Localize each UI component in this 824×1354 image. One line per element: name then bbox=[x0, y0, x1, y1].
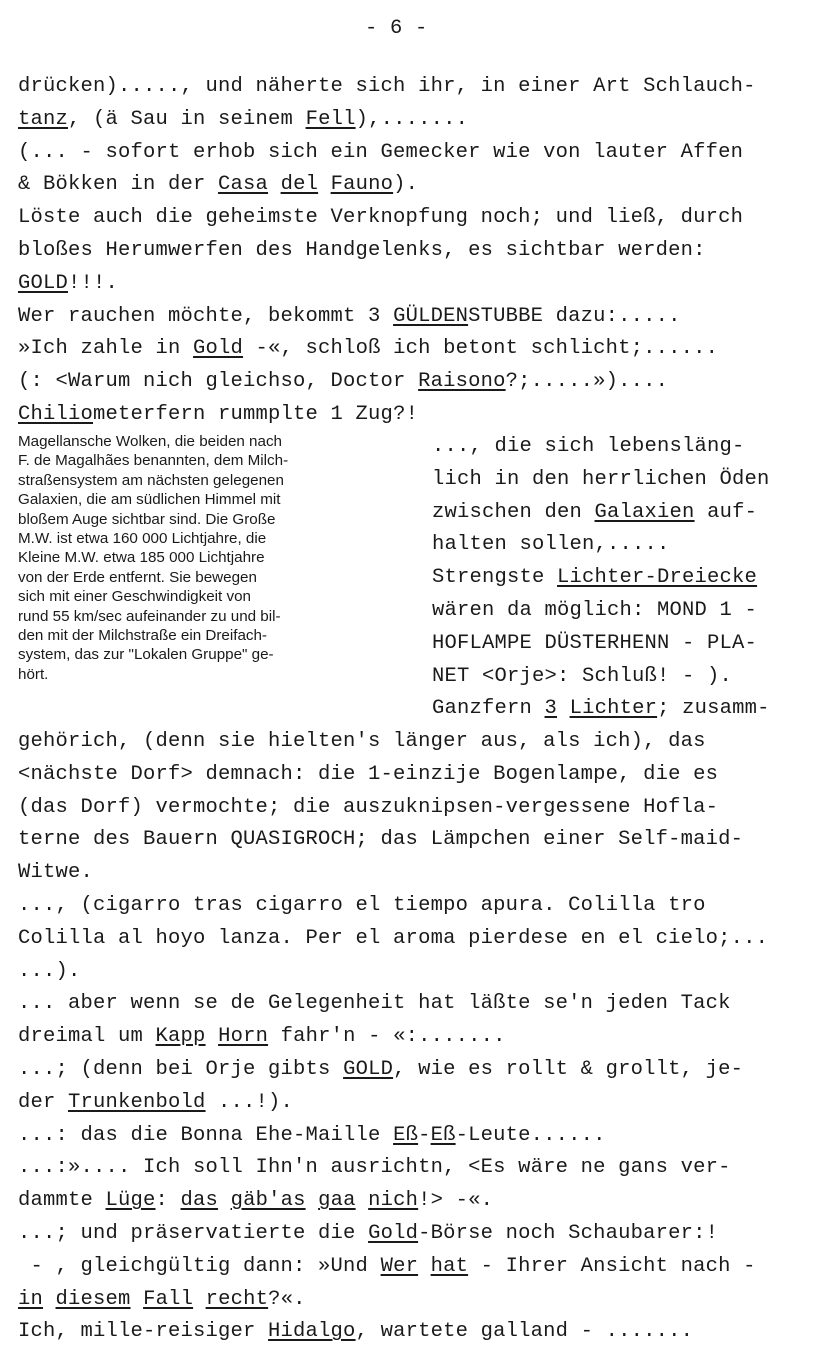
text-line bbox=[18, 856, 93, 889]
underlined-text: gäb'as bbox=[230, 1189, 306, 1213]
text-segment: -Börse noch Schaubarer:! bbox=[418, 1222, 719, 1245]
underlined-text: Casa bbox=[218, 173, 269, 197]
text-line bbox=[432, 430, 745, 463]
text-segment: meterfern rummplte 1 Zug?! bbox=[93, 403, 419, 426]
text-segment: , (ä Sau in seinem bbox=[68, 107, 306, 131]
footnote-line: M.W. ist etwa 160 000 Lichtjahre, die bbox=[18, 529, 267, 547]
text-line bbox=[432, 660, 732, 693]
footnote-magellanic-clouds bbox=[18, 432, 423, 684]
footnote-line: hört. bbox=[18, 665, 49, 683]
footnote-line: F. de Magalhães benannten, dem Milch- bbox=[18, 452, 289, 470]
text-line bbox=[18, 758, 718, 791]
text-segment: -«, schloß ich betont schlicht;...... bbox=[243, 337, 719, 361]
text-segment: auf- bbox=[694, 500, 758, 524]
text-line bbox=[432, 496, 757, 529]
underlined-text: Hidalgo bbox=[268, 1320, 356, 1344]
underlined-text: GOLD bbox=[18, 271, 69, 295]
text-segment: wären da möglich: MOND 1 - bbox=[432, 599, 758, 622]
underlined-text: Galaxien bbox=[594, 500, 695, 524]
text-segment: Witwe. bbox=[18, 861, 94, 885]
text-line bbox=[18, 725, 706, 758]
text-line bbox=[18, 922, 768, 955]
text-line bbox=[432, 528, 670, 561]
underlined-text: Wer bbox=[380, 1254, 419, 1278]
text-segment: (das Dorf) vermochte; die auszuknipsen-vergessene Hofla- bbox=[18, 795, 719, 819]
underlined-text: del bbox=[280, 173, 319, 197]
footnote-line: straßensystem am nächsten gelegenen bbox=[18, 471, 284, 489]
footnote-line: den mit der Milchstraße ein Dreifach- bbox=[18, 626, 267, 644]
text-line bbox=[18, 1119, 606, 1152]
text-line bbox=[18, 103, 468, 136]
text-segment: dammte bbox=[18, 1189, 106, 1213]
text-segment bbox=[306, 1189, 319, 1212]
underlined-text: GÜLDEN bbox=[393, 304, 469, 328]
underlined-text: gaa bbox=[318, 1189, 356, 1213]
text-segment: & Bökken in der bbox=[18, 173, 219, 197]
text-line bbox=[18, 1217, 718, 1250]
text-line bbox=[18, 1086, 293, 1119]
text-line bbox=[18, 1315, 693, 1348]
text-segment: , wartete galland - ....... bbox=[355, 1320, 694, 1344]
text-line bbox=[432, 627, 757, 660]
text-line bbox=[432, 561, 757, 594]
text-line bbox=[18, 1250, 756, 1283]
underlined-text: Lichter-Dreiecke bbox=[557, 566, 758, 590]
text-segment: drücken)....., und näherte sich ihr, in einer Art Schlauch- bbox=[18, 75, 756, 98]
text-segment: ?«. bbox=[268, 1287, 306, 1311]
text-segment: ... aber wenn se de Gelegenheit hat läßte se'n jeden Tack bbox=[18, 992, 731, 1016]
text-segment: - Ihrer Ansicht nach - bbox=[468, 1254, 756, 1278]
underlined-text: in bbox=[18, 1287, 44, 1311]
text-segment: ; zusamm- bbox=[657, 697, 770, 721]
footnote-line: bloßem Auge sichtbar sind. Die Große bbox=[18, 510, 276, 528]
text-segment: - bbox=[418, 1123, 431, 1147]
text-segment: ...; und präservatierte die bbox=[18, 1222, 369, 1245]
text-line bbox=[18, 1184, 493, 1217]
text-line bbox=[18, 201, 743, 234]
text-segment bbox=[218, 1189, 231, 1212]
text-segment: »Ich zahle in bbox=[18, 337, 194, 361]
text-segment: ...; (denn bei Orje gibts bbox=[18, 1058, 344, 1081]
text-segment: Colilla al hoyo lanza. Per el aroma pierdese en el cielo;... bbox=[18, 926, 769, 950]
underlined-text: Chilio bbox=[18, 403, 94, 426]
text-segment: ?;.....»).... bbox=[505, 370, 669, 394]
text-segment: -Leute...... bbox=[455, 1123, 606, 1147]
footnote-line: rund 55 km/sec aufeinander zu und bil- bbox=[18, 607, 281, 625]
text-line bbox=[18, 300, 681, 333]
text-segment: ...: das die Bonna Ehe-Maille bbox=[18, 1123, 394, 1147]
text-line bbox=[18, 889, 706, 922]
text-line bbox=[18, 791, 718, 824]
underlined-text: 3 bbox=[544, 697, 558, 721]
text-segment: lich in den herrlichen Öden bbox=[432, 467, 770, 491]
underlined-text: diesem bbox=[55, 1287, 131, 1311]
underlined-text: hat bbox=[430, 1254, 469, 1278]
text-line bbox=[18, 332, 718, 365]
underlined-text: Lüge bbox=[105, 1189, 156, 1213]
text-line bbox=[432, 594, 757, 627]
text-line bbox=[18, 234, 706, 267]
underlined-text: Gold bbox=[368, 1222, 419, 1245]
text-line bbox=[18, 1053, 743, 1086]
text-line bbox=[18, 267, 118, 300]
underlined-text: recht bbox=[205, 1287, 269, 1311]
underlined-text: das bbox=[180, 1189, 219, 1213]
text-segment: HOFLAMPE DÜSTERHENN - PLA- bbox=[432, 631, 758, 655]
text-segment: ...!). bbox=[205, 1090, 294, 1114]
text-segment: terne des Bauern QUASIGROCH; das Lämpchen einer Self-maid- bbox=[18, 828, 744, 852]
text-line bbox=[18, 987, 731, 1020]
text-segment: ),....... bbox=[355, 107, 469, 131]
text-line bbox=[18, 168, 418, 201]
text-segment: Wer rauchen möchte, bekommt 3 bbox=[18, 304, 394, 328]
text-line bbox=[18, 1283, 306, 1316]
footnote-line: Kleine M.W. etwa 185 000 Lichtjahre bbox=[18, 549, 265, 567]
text-segment: - , gleichgültig dann: »Und bbox=[18, 1254, 381, 1278]
footnote-line: Magellansche Wolken, die beiden nach bbox=[18, 433, 282, 450]
underlined-text: Eß bbox=[393, 1123, 419, 1147]
underlined-text: Gold bbox=[193, 337, 244, 361]
footnote-line: von der Erde entfernt. Sie bewegen bbox=[18, 568, 257, 586]
text-segment: Ich, mille-reisiger bbox=[18, 1320, 269, 1344]
text-segment bbox=[206, 1025, 219, 1048]
text-segment: Ganzfern bbox=[432, 697, 545, 721]
footnote-line: sich mit einer Geschwindigkeit von bbox=[18, 588, 251, 606]
text-segment: ...). bbox=[18, 959, 81, 983]
text-segment bbox=[356, 1189, 369, 1212]
underlined-text: Horn bbox=[218, 1025, 269, 1049]
text-line bbox=[18, 398, 418, 431]
text-line bbox=[18, 136, 743, 169]
underlined-text: GOLD bbox=[343, 1058, 394, 1081]
text-segment: Strengste bbox=[432, 566, 558, 590]
text-segment: ..., die sich lebensläng- bbox=[432, 435, 745, 458]
text-segment: , wie es rollt & grollt, je- bbox=[393, 1058, 744, 1081]
text-line bbox=[18, 365, 668, 398]
text-segment: bloßes Herumwerfen des Handgelenks, es sichtbar werden: bbox=[18, 239, 706, 262]
footnote-line: Galaxien, die am südlichen Himmel mit bbox=[18, 491, 281, 509]
text-segment: gehörich, (denn sie hielten's länger aus, als ich), das bbox=[18, 730, 706, 753]
text-line bbox=[432, 692, 770, 725]
text-segment bbox=[131, 1288, 144, 1311]
text-segment: (: <Warum nich gleichso, Doctor bbox=[18, 370, 419, 394]
text-segment: <nächste Dorf> demnach: die 1-einzije Bogenlampe, die es bbox=[18, 762, 719, 786]
underlined-text: tanz bbox=[18, 107, 69, 131]
text-segment: (... - sofort erhob sich ein Gemecker wie von lauter Affen bbox=[18, 140, 744, 164]
text-segment bbox=[318, 173, 331, 196]
text-segment: ). bbox=[393, 173, 419, 197]
text-line bbox=[18, 955, 81, 988]
text-segment: ..., (cigarro tras cigarro el tiempo apura. Colilla tro bbox=[18, 894, 706, 917]
footnote-line: system, das zur "Lokalen Gruppe" ge- bbox=[18, 646, 274, 664]
text-segment: : bbox=[155, 1189, 181, 1213]
text-line bbox=[18, 1020, 506, 1053]
text-segment bbox=[557, 697, 570, 720]
text-segment: ...:».... Ich soll Ihn'n ausrichtn, <Es wäre ne gans ver- bbox=[18, 1156, 731, 1180]
page-number: - 6 - bbox=[365, 17, 428, 40]
text-segment bbox=[418, 1255, 431, 1278]
text-segment: !!!. bbox=[68, 271, 119, 295]
text-segment: fahr'n - «:....... bbox=[268, 1025, 506, 1049]
text-segment: NET <Orje>: Schluß! - ). bbox=[432, 664, 733, 688]
underlined-text: Fauno bbox=[330, 173, 394, 197]
text-segment: dreimal um bbox=[18, 1025, 156, 1049]
text-segment: !> -«. bbox=[418, 1189, 494, 1213]
text-line bbox=[432, 463, 770, 496]
text-segment bbox=[193, 1288, 206, 1311]
underlined-text: Fell bbox=[305, 107, 356, 131]
text-segment bbox=[43, 1288, 56, 1311]
underlined-text: Kapp bbox=[155, 1025, 206, 1049]
underlined-text: Raisono bbox=[418, 370, 506, 394]
underlined-text: Lichter bbox=[569, 697, 658, 721]
text-line bbox=[18, 70, 756, 103]
underlined-text: Trunkenbold bbox=[68, 1090, 206, 1114]
underlined-text: Eß bbox=[430, 1123, 456, 1147]
text-segment: halten sollen,..... bbox=[432, 533, 670, 557]
text-segment: STUBBE dazu:..... bbox=[468, 304, 681, 328]
text-line bbox=[18, 823, 743, 856]
text-segment: der bbox=[18, 1090, 69, 1114]
text-line bbox=[18, 1151, 731, 1184]
text-segment bbox=[268, 173, 281, 196]
underlined-text: nich bbox=[368, 1189, 419, 1213]
text-segment: zwischen den bbox=[432, 500, 595, 524]
text-segment: Löste auch die geheimste Verknopfung noch; und ließ, durch bbox=[18, 206, 744, 230]
underlined-text: Fall bbox=[143, 1287, 194, 1311]
